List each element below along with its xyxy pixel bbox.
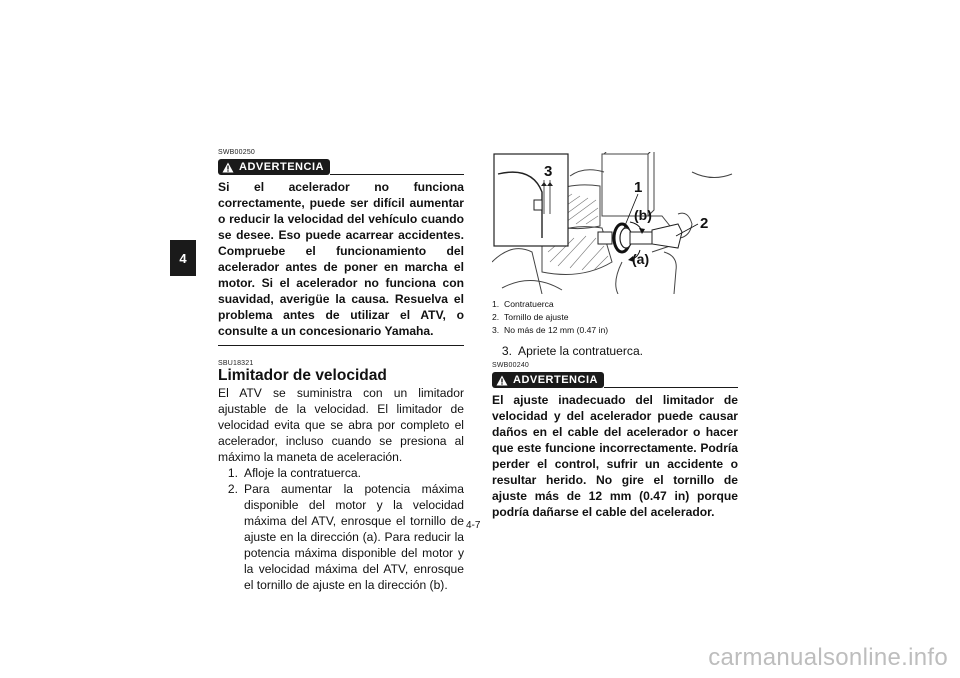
warning-code: SWB00240 [492,362,530,369]
warning-end-rule [218,345,464,346]
section-code: SBU18321 [218,360,254,367]
warning-badge [218,159,330,175]
callout-2: 2 [700,215,709,232]
warning-code: SWB00250 [218,149,256,156]
page-number: 4-7 [466,520,481,531]
warning-label: ADVERTENCIA [513,374,598,386]
figure-captions [492,298,738,337]
warning-text: Si el acelerador no funciona correctamente, puede ser difícil aumentar o reducir la velocidad del vehículo cuando se desee. Eso puede acarrear accidentes. Compruebe el funcionamiento del acelerador antes de poner en marcha el motor. Si el acelerador no funciona con suavidad, averigüe la causa. Resuelva el problema antes de utilizar el ATV, o consulte a un concesionario Yamaha. [218,180,464,338]
chapter-tab: 4 [170,240,196,276]
watermark: carmanualsonline.info [708,644,948,671]
figure [492,152,738,294]
section-title: Limitador de velocidad [218,367,387,384]
warning-triangle-icon [222,162,234,173]
callout-1: 1 [634,179,643,196]
warning-triangle-icon [496,375,508,386]
callout-3: 3 [544,163,553,180]
warning-header [492,372,738,388]
warning-text: El ajuste inadecuado del limitador de velocidad y del acelerador puede causar daños en el cable del acelerador o hacer que este funcione incorrectamente. Podría perder el control, sufrir un accidente o resultar herido. No gire el tornillo de ajuste más de 12 mm (0.47 in) porque podría dañarse el cable del acelerador. [492,393,738,519]
list-item: 3. Apriete la contratuerca. [501,344,644,358]
section-intro: El ATV se suministra con un limitador ajustable de la velocidad. El limitador de velocidad evita que se abra por completo el acelerador, incluso cuando se presiona al máximo la maneta de aceleración. [218,386,464,464]
left-column [218,149,464,593]
caption-item: 3. No más de 12 mm (0.47 in) [492,325,609,335]
caption-item: 2. Tornillo de ajuste [492,312,569,322]
list-item: 1. Afloje la contratuerca. [227,466,361,480]
warning-label: ADVERTENCIA [239,161,324,173]
caption-item: 1. Contratuerca [492,299,554,309]
steps-list [218,465,464,593]
warning-rule [330,174,464,175]
right-column [492,298,738,520]
list-item: 2. Para aumentar la potencia máxima disponible del motor y la velocidad máxima del ATV, enrosque el tornillo de ajuste en la dirección (a). Para reducir la potencia máxima disponible del motor y la velocidad máxima del ATV, enrosque el tornillo de ajuste en la dirección (b). [227,482,464,592]
callout-b: (b) [634,207,652,223]
callout-a: (a) [632,251,650,267]
steps-list-continued [492,343,738,359]
warning-badge [492,372,604,388]
speed-limiter-illustration [492,152,738,294]
warning-rule [604,387,738,388]
warning-header [218,159,464,175]
